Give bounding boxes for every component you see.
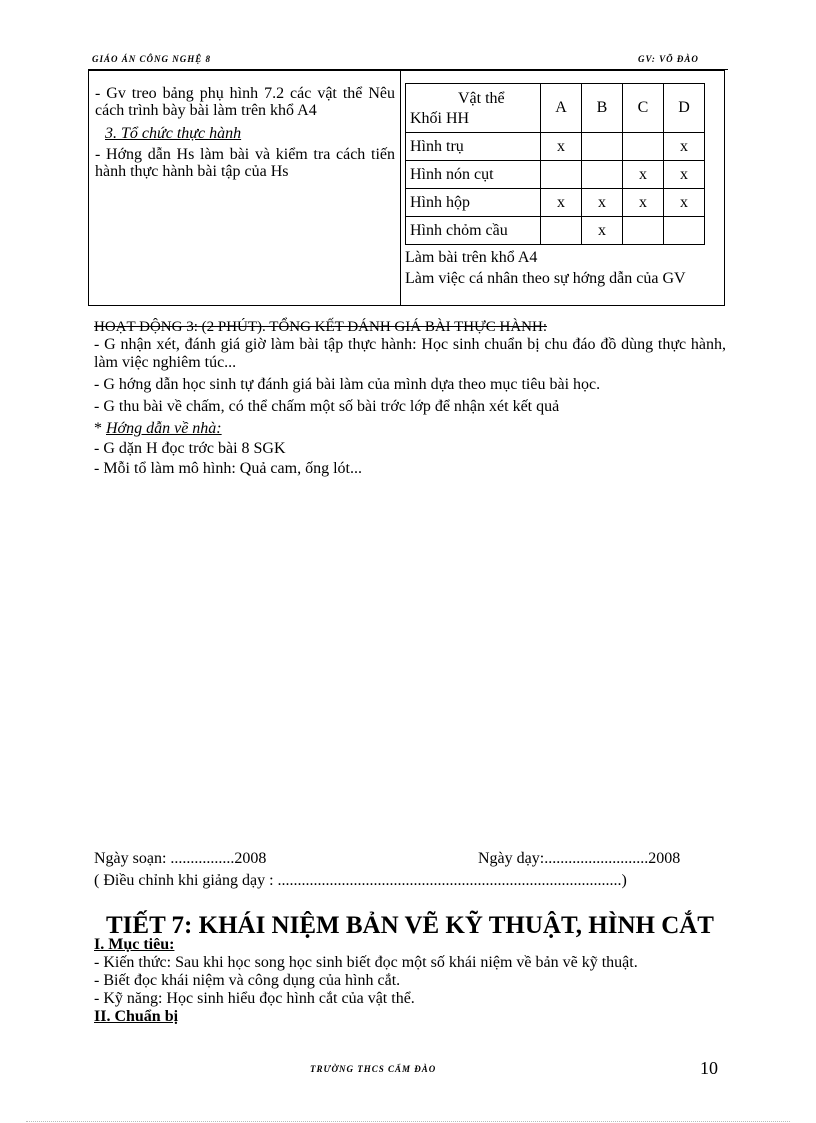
header-right-text: GV: VÕ ĐÀO: [638, 54, 699, 64]
practice-subheading: 3. Tổ chức thực hành: [105, 125, 242, 142]
column-header-c: C: [623, 84, 664, 133]
table-cell: [541, 161, 582, 189]
row-name: Hình trụ: [406, 133, 541, 161]
activity-3-line-2: - G hớng dẫn học sinh tự đánh giá bài làm của mình dựa theo mục tiêu bài học.: [94, 376, 601, 393]
homework-heading: [94, 420, 726, 438]
lesson-7-section: [94, 936, 726, 1029]
header-left-text: GIÁO ÁN CÔNG NGHỆ 8: [92, 54, 212, 64]
table-cell: x: [664, 161, 705, 189]
column-header-b: B: [582, 84, 623, 133]
date-prepared: Ngày soạn: ................2008: [94, 850, 267, 867]
preparation-heading: II. Chuẩn bị: [94, 1008, 179, 1025]
row-name: Hình nón cụt: [406, 161, 541, 189]
footer-school-name: TRƯỜNG THCS CẨM ĐÀO: [310, 1064, 437, 1074]
table-row: [406, 161, 705, 189]
activity-3-title: HOẠT ĐỘNG 3: (2 PHÚT). TỔNG KẾT ĐÁNH GIÁ BÀI THỰC HÀNH:: [94, 319, 548, 335]
table-cell: x: [541, 189, 582, 217]
table-cell: x: [582, 217, 623, 245]
table-row: [406, 217, 705, 245]
teacher-para-2: - Hớng dẫn Hs làm bài và kiểm tra cách tiến hành thực hành bài tập của Hs: [95, 146, 395, 180]
activity-3-line-3: - G thu bài về chấm, có thể chấm một số bài trớc lớp để nhận xét kết quả: [94, 398, 560, 415]
table-cell: x: [664, 133, 705, 161]
column-header-a: A: [541, 84, 582, 133]
header-bottom-label: Khối HH: [410, 110, 470, 127]
objective-line-3: - Kỹ năng: Học sinh hiểu đọc hình cắt của vật thể.: [94, 990, 415, 1007]
table-cell: x: [582, 189, 623, 217]
shape-table: [405, 83, 705, 245]
table-cell: [541, 217, 582, 245]
teacher-para-1: - Gv treo bảng phụ hình 7.2 các vật thể Nêu cách trình bày bài làm trên khổ A4: [95, 85, 395, 119]
diagonal-header-cell: [406, 84, 541, 133]
objectives-heading: I. Mục tiêu:: [94, 936, 175, 953]
student-activity-column: [401, 71, 724, 305]
homework-prefix: *: [94, 420, 106, 437]
table-cell: [582, 161, 623, 189]
activity-3-section: [94, 318, 726, 482]
table-cell: x: [541, 133, 582, 161]
row-name: Hình chỏm cầu: [406, 217, 541, 245]
row-name: Hình hộp: [406, 189, 541, 217]
page-bottom-border: [26, 1121, 790, 1122]
lesson-table: [88, 70, 725, 306]
table-cell: x: [664, 189, 705, 217]
objective-line-1: - Kiến thức: Sau khi học song học sinh biết đọc một số khái niệm về bản vẽ kỹ thuật.: [94, 954, 638, 971]
objective-line-2: - Biết đọc khái niệm và công dụng của hình cắt.: [94, 972, 401, 989]
table-cell: [582, 133, 623, 161]
table-cell: [623, 133, 664, 161]
page-number: 10: [700, 1058, 718, 1078]
adjustment-line: ( Điều chỉnh khi giảng dạy : ......................................................................................): [94, 872, 627, 889]
homework-line-2: - Mỗi tổ làm mô hình: Quả cam, ống lót...: [94, 460, 362, 477]
header-top-label: Vật thể: [458, 90, 505, 107]
homework-line-1: - G dặn H đọc trớc bài 8 SGK: [94, 440, 286, 457]
table-cell: x: [623, 161, 664, 189]
student-note-1: Làm bài trên khổ A4: [405, 249, 538, 266]
table-cell: [664, 217, 705, 245]
lesson-7-title: TIẾT 7: KHÁI NIỆM BẢN VẼ KỸ THUẬT, HÌNH CẮT: [106, 912, 714, 939]
teacher-activity-column: [89, 71, 401, 305]
table-header-row: [406, 84, 705, 133]
table-row: [406, 133, 705, 161]
table-cell: x: [623, 189, 664, 217]
column-header-d: D: [664, 84, 705, 133]
table-cell: [623, 217, 664, 245]
date-taught: Ngày dạy:..........................2008: [478, 850, 681, 867]
student-note-2: Làm việc cá nhân theo sự hớng dẫn của GV: [405, 270, 686, 287]
activity-3-line-1: - G nhận xét, đánh giá giờ làm bài tập thực hành: Học sinh chuẩn bị chu đáo đồ dùng thực hành, làm việc nghiêm túc...: [94, 336, 726, 371]
homework-title: Hớng dẫn về nhà:: [106, 420, 222, 437]
table-row: [406, 189, 705, 217]
